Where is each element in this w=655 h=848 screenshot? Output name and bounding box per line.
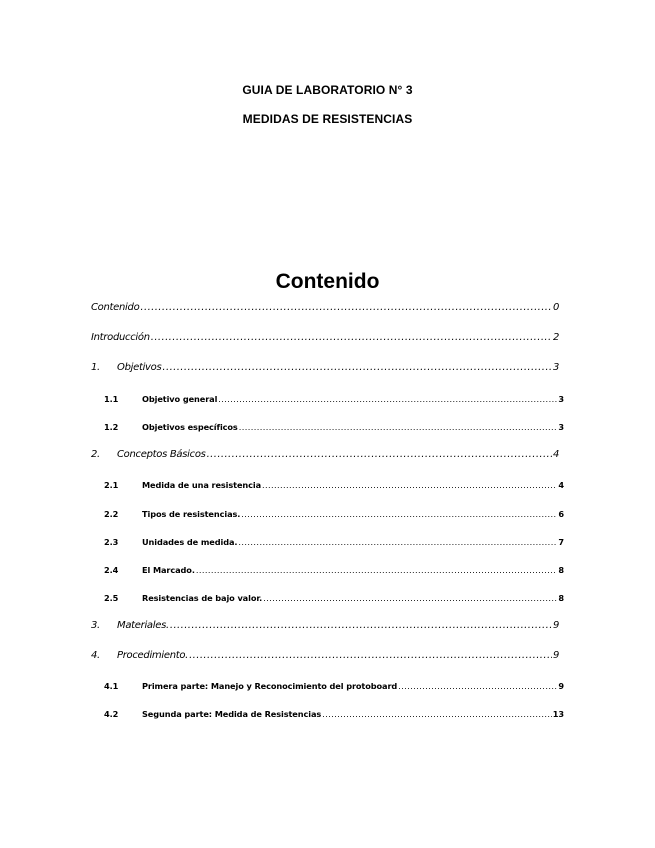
toc-entry-number: 4.1 xyxy=(104,681,119,691)
toc-entry-label: Medida de una resistencia xyxy=(142,480,262,490)
toc-entry-label: Contenido xyxy=(91,302,140,313)
toc-entry-page: 4 xyxy=(558,480,564,490)
toc-leader-dots xyxy=(322,709,552,719)
toc-entry-label: Introducción xyxy=(91,332,150,343)
toc-entry-page: 8 xyxy=(558,565,564,575)
toc-entry-tipos-de-resistencias[interactable] xyxy=(104,509,564,519)
toc-entry-label: Segunda parte: Medida de Resistencias xyxy=(142,709,322,719)
toc-entry-page: 4 xyxy=(552,449,559,460)
toc-entry-page: 9 xyxy=(552,620,559,631)
toc-entry-objetivo-general[interactable] xyxy=(104,394,564,404)
toc-leader-dots xyxy=(262,480,557,490)
toc-leader-dots xyxy=(398,681,557,691)
toc-leader-dots xyxy=(218,394,557,404)
toc-entry-materiales[interactable] xyxy=(91,620,559,631)
document-title: GUIA DE LABORATORIO N° 3 xyxy=(242,83,413,97)
toc-entry-number: 2. xyxy=(91,449,100,460)
toc-entry-number: 4.2 xyxy=(104,709,119,719)
toc-entry-primera-parte[interactable] xyxy=(104,681,564,691)
toc-entry-page: 13 xyxy=(552,709,564,719)
toc-heading: Contenido xyxy=(275,270,380,293)
toc-entry-label: Conceptos Básicos xyxy=(117,449,206,460)
toc-leader-dots xyxy=(196,565,558,575)
toc-entry-label: Resistencias de bajo valor. xyxy=(142,593,263,603)
toc-leader-dots xyxy=(162,362,552,373)
toc-entry-label: Tipos de resistencias. xyxy=(142,509,241,519)
toc-entry-page: 0 xyxy=(552,302,559,313)
toc-entry-contenido[interactable] xyxy=(91,302,559,313)
toc-entry-page: 3 xyxy=(558,394,564,404)
toc-entry-number: 1.2 xyxy=(104,422,119,432)
toc-entry-label: Primera parte: Manejo y Reconocimiento del protoboard xyxy=(142,681,398,691)
toc-entry-number: 2.4 xyxy=(104,565,119,575)
toc-entry-label: Objetivos específicos xyxy=(142,422,238,432)
toc-entry-page: 6 xyxy=(558,509,564,519)
toc-leader-dots xyxy=(189,650,552,661)
toc-leader-dots xyxy=(263,593,557,603)
toc-entry-medida-de-una-resistencia[interactable] xyxy=(104,480,564,490)
toc-entry-el-marcado[interactable] xyxy=(104,565,564,575)
toc-entry-label: El Marcado. xyxy=(142,565,195,575)
toc-entry-label: Unidades de medida. xyxy=(142,537,238,547)
toc-entry-page: 2 xyxy=(552,332,559,343)
toc-entry-procedimiento[interactable] xyxy=(91,650,559,661)
toc-entry-label: Materiales. xyxy=(117,620,169,631)
toc-leader-dots xyxy=(238,537,557,547)
document-subtitle: MEDIDAS DE RESISTENCIAS xyxy=(242,112,413,126)
toc-entry-number: 4. xyxy=(91,650,100,661)
toc-leader-dots xyxy=(241,509,557,519)
toc-entry-number: 2.3 xyxy=(104,537,119,547)
toc-entry-segunda-parte[interactable] xyxy=(104,709,564,719)
toc-leader-dots xyxy=(207,449,552,460)
toc-entry-number: 2.1 xyxy=(104,480,119,490)
toc-entry-objetivos-especificos[interactable] xyxy=(104,422,564,432)
toc-entry-label: Procedimiento. xyxy=(117,650,189,661)
toc-leader-dots xyxy=(239,422,558,432)
toc-entry-page: 8 xyxy=(558,593,564,603)
toc-entry-introduccion[interactable] xyxy=(91,332,559,343)
toc-entry-page: 3 xyxy=(558,422,564,432)
toc-entry-number: 1. xyxy=(91,362,100,373)
toc-entry-label: Objetivos xyxy=(117,362,162,373)
toc-leader-dots xyxy=(170,620,552,631)
toc-entry-number: 3. xyxy=(91,620,100,631)
toc-leader-dots xyxy=(151,332,552,343)
toc-entry-number: 2.5 xyxy=(104,593,119,603)
toc-entry-page: 9 xyxy=(552,650,559,661)
toc-entry-number: 2.2 xyxy=(104,509,119,519)
toc-entry-page: 7 xyxy=(558,537,564,547)
toc-entry-page: 9 xyxy=(558,681,564,691)
toc-entry-resistencias-de-bajo-valor[interactable] xyxy=(104,593,564,603)
toc-entry-unidades-de-medida[interactable] xyxy=(104,537,564,547)
toc-entry-number: 1.1 xyxy=(104,394,119,404)
toc-leader-dots xyxy=(140,302,552,313)
toc-entry-conceptos-basicos[interactable] xyxy=(91,449,559,460)
toc-entry-label: Objetivo general xyxy=(142,394,218,404)
toc-entry-objetivos[interactable] xyxy=(91,362,559,373)
toc-entry-page: 3 xyxy=(552,362,559,373)
